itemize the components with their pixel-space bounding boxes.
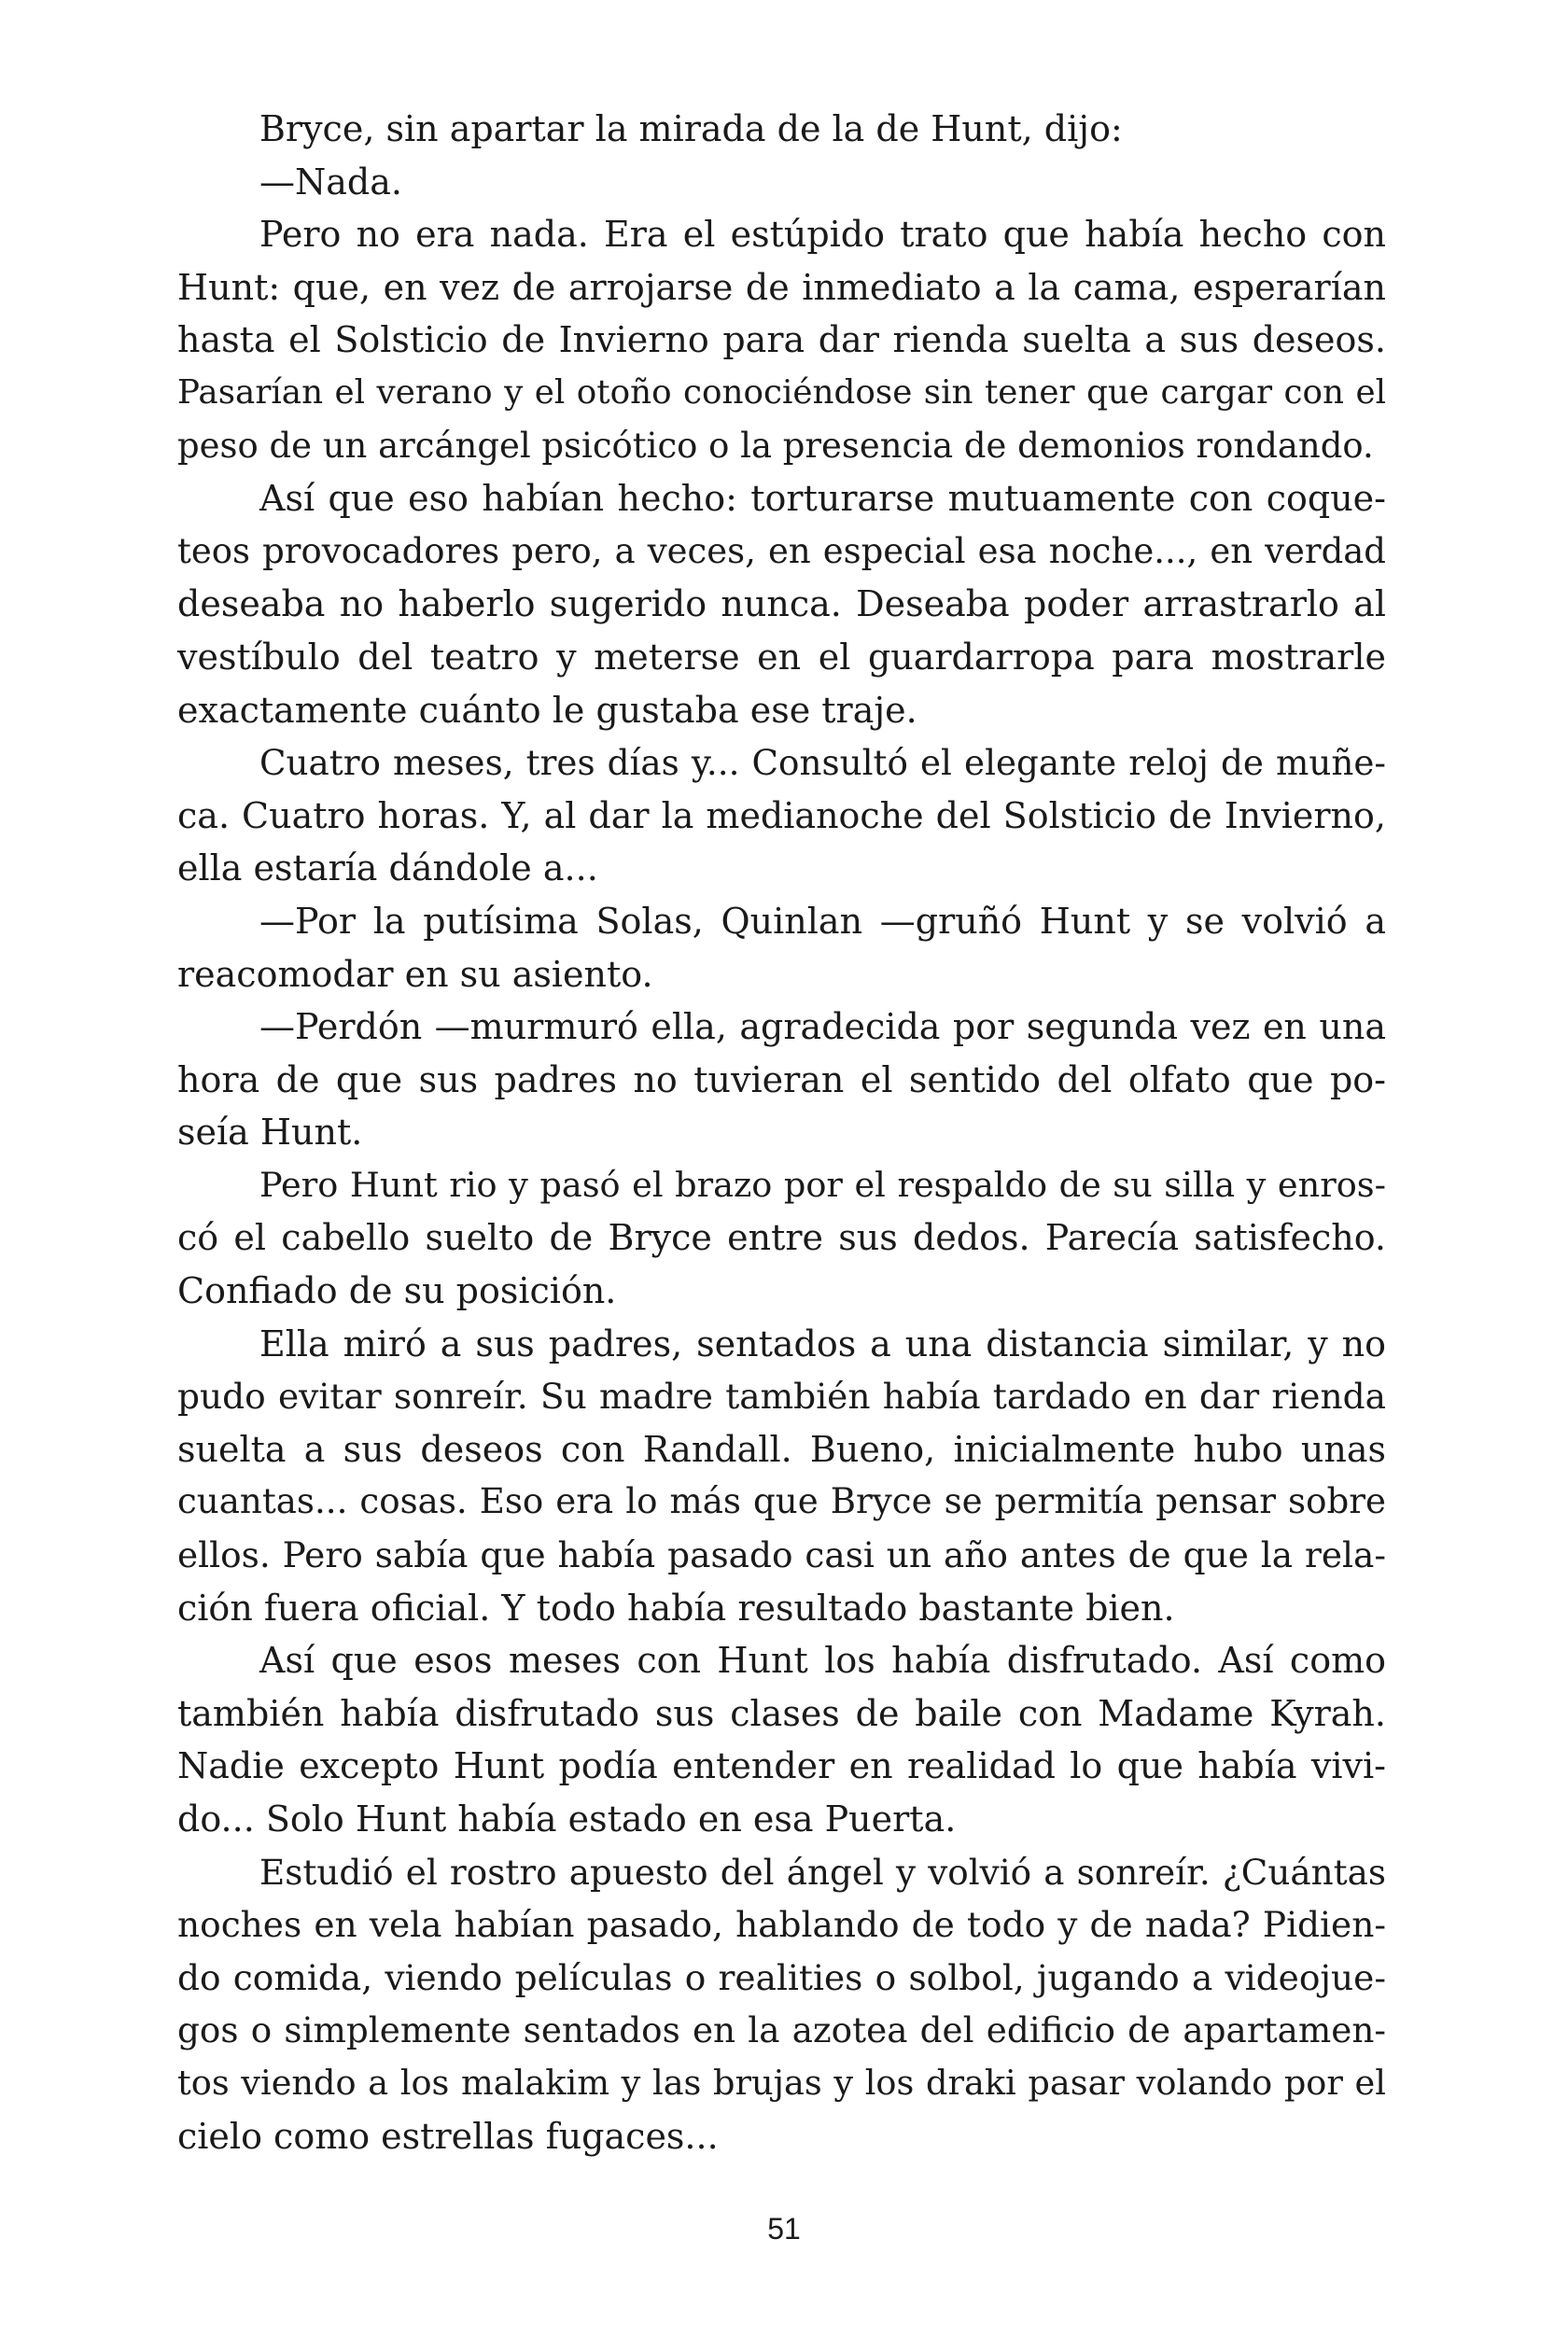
text-line: suelta a sus deseos con Randall. Bueno, inicialmente hubo unas [177, 1428, 1386, 1470]
text-line: ella estaría dándole a... [177, 847, 598, 889]
text-line: Cuatro meses, tres días y... Consultó el elegante reloj de muñe- [259, 742, 1386, 784]
text-line: Ella miró a sus padres, sentados a una distancia similar, y no [259, 1322, 1386, 1364]
text-line: tos viendo a los malakim y las brujas y los draki pasar volando por el [177, 2062, 1386, 2103]
text-line: gos o simplemente sentados en la azotea del edificio de apartamen- [177, 2009, 1386, 2051]
text-line: ción fuera oficial. Y todo había resultado bastante bien. [177, 1587, 1175, 1629]
text-line: seía Hunt. [177, 1112, 363, 1154]
text-line: reacomodar en su asiento. [177, 953, 653, 995]
text-line: —Nada. [259, 161, 402, 203]
page-number: 51 [767, 2212, 801, 2246]
text-line: Nadie excepto Hunt podía entender en realidad lo que había vivi- [177, 1745, 1386, 1787]
text-line: deseaba no haberlo sugerido nunca. Deseaba poder arrastrarlo al [177, 583, 1386, 625]
text-line: có el cabello suelto de Bryce entre sus dedos. Parecía satisfecho. [177, 1217, 1386, 1259]
text-line: pudo evitar sonreír. Su madre también había tardado en dar rienda [177, 1376, 1386, 1418]
text-line: exactamente cuánto le gustaba ese traje. [177, 689, 917, 731]
text-line: —Por la putísima Solas, Quinlan —gruñó Hunt y se volvió a [259, 900, 1386, 942]
text-line: teos provocadores pero, a veces, en especial esa noche..., en verdad [177, 530, 1386, 571]
text-line: vestíbulo del teatro y meterse en el guardarropa para mostrarle [177, 636, 1386, 678]
text-line: Confiado de su posición. [177, 1270, 617, 1312]
text-line: do comida, viendo películas o realities o solbol, jugando a videojue- [177, 1956, 1386, 1998]
text-line: hasta el Solsticio de Invierno para dar rienda suelta a sus deseos. [177, 319, 1386, 361]
text-line: peso de un arcángel psicótico o la presencia de demonios rondando. [177, 425, 1374, 466]
text-line: Hunt: que, en vez de arrojarse de inmediato a la cama, esperarían [177, 266, 1386, 308]
text-line: Así que eso habían hecho: torturarse mutuamente con coque- [259, 478, 1386, 520]
text-line: Pasarían el verano y el otoño conociéndose sin tener que cargar con el [177, 372, 1386, 412]
text-line: también había disfrutado sus clases de baile con Madame Kyrah. [177, 1692, 1386, 1734]
text-line: hora de que sus padres no tuvieran el sentido del olfato que po- [177, 1058, 1386, 1100]
text-line: Pero Hunt rio y pasó el brazo por el respaldo de su silla y enros- [259, 1164, 1386, 1205]
text-line: do... Solo Hunt había estado en esa Puerta. [177, 1798, 957, 1840]
text-line: Estudió el rostro apuesto del ángel y volvió a sonreír. ¿Cuántas [259, 1851, 1386, 1893]
text-line: cielo como estrellas fugaces... [177, 2115, 719, 2157]
text-line: —Perdón —murmuró ella, agradecida por segunda vez en una [259, 1006, 1386, 1048]
text-line: noches en vela habían pasado, hablando de todo y de nada? Pidien- [177, 1904, 1386, 1946]
text-line: ca. Cuatro horas. Y, al dar la medianoche del Solsticio de Invierno, [177, 794, 1386, 836]
text-line: Pero no era nada. Era el estúpido trato que había hecho con [259, 214, 1386, 256]
text-line: Bryce, sin apartar la mirada de la de Hunt, dijo: [259, 108, 1123, 149]
text-line: ellos. Pero sabía que había pasado casi un año antes de que la rela- [177, 1534, 1386, 1576]
body-text [177, 103, 1386, 2162]
text-line: cuantas... cosas. Eso era lo más que Bryce se permitía pensar sobre [177, 1481, 1386, 1522]
text-line: Así que esos meses con Hunt los había disfrutado. Así como [259, 1640, 1386, 1682]
